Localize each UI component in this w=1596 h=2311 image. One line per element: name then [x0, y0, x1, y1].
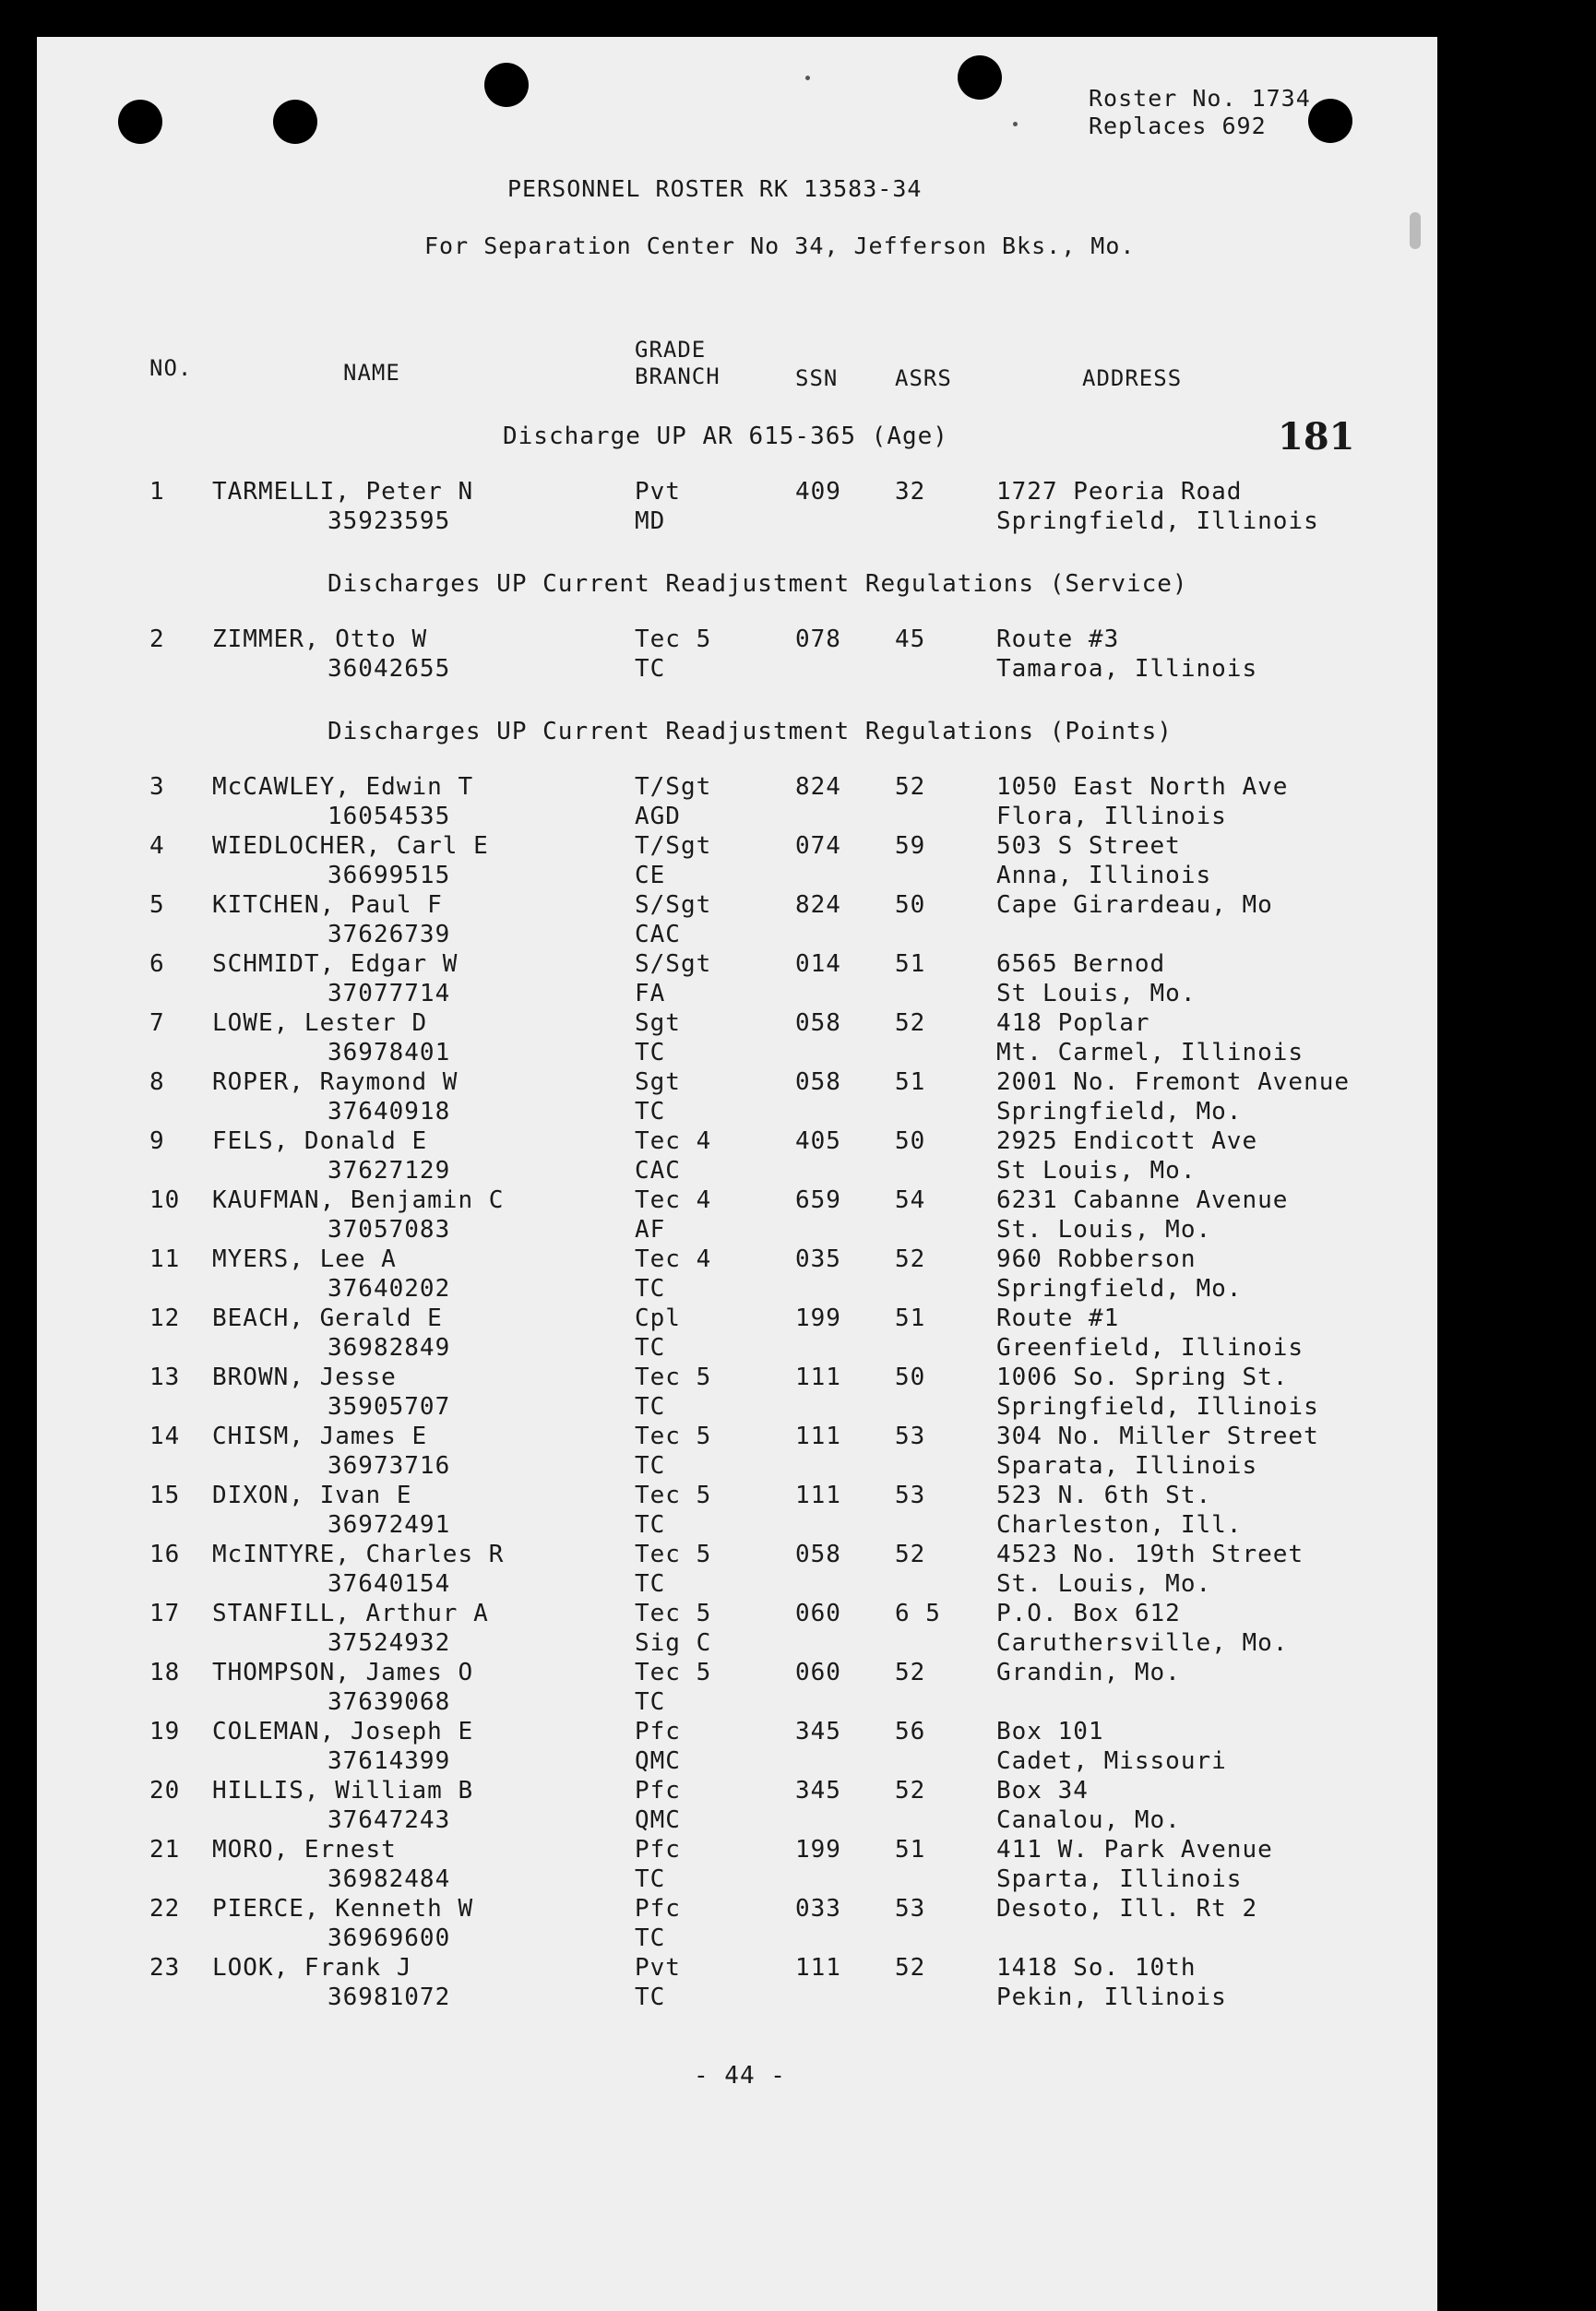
serial-number: 37640918 [328, 1098, 451, 1126]
grade: Cpl [635, 1304, 681, 1332]
ssn-code: 409 [795, 478, 841, 506]
address-line-2: Anna, Illinois [996, 862, 1212, 889]
asrs-score: 52 [895, 1245, 926, 1273]
asrs-score: 52 [895, 1777, 926, 1805]
asrs-score: 52 [895, 1954, 926, 1982]
soldier-name: TARMELLI, Peter N [212, 478, 474, 506]
address-line-2: Tamaroa, Illinois [996, 655, 1258, 683]
ssn-code: 659 [795, 1186, 841, 1214]
serial-number: 36042655 [328, 655, 451, 683]
section-heading: Discharge UP AR 615-365 (Age) [503, 423, 948, 450]
soldier-name: BEACH, Gerald E [212, 1304, 443, 1332]
address-line-1: 6231 Cabanne Avenue [996, 1186, 1289, 1214]
address-line-2: Greenfield, Illinois [996, 1334, 1304, 1362]
soldier-name: THOMPSON, James O [212, 1659, 474, 1686]
column-header-branch: BRANCH [635, 363, 721, 389]
soldier-name: DIXON, Ivan E [212, 1482, 412, 1509]
grade: Tec 4 [635, 1245, 712, 1273]
column-header-grade: GRADE [635, 337, 707, 363]
row-number: 13 [149, 1364, 181, 1391]
asrs-score: 50 [895, 891, 926, 919]
address-line-2: Springfield, Illinois [996, 1393, 1319, 1421]
row-number: 2 [149, 625, 165, 653]
branch: TC [635, 1865, 666, 1893]
grade: Pfc [635, 1836, 681, 1864]
soldier-name: COLEMAN, Joseph E [212, 1718, 474, 1745]
grade: Tec 5 [635, 1364, 712, 1391]
soldier-name: MORO, Ernest [212, 1836, 397, 1864]
address-line-2: Pekin, Illinois [996, 1983, 1227, 2011]
ssn-code: 058 [795, 1009, 841, 1037]
asrs-score: 32 [895, 478, 926, 506]
branch: TC [635, 1452, 666, 1480]
soldier-name: LOOK, Frank J [212, 1954, 412, 1982]
row-number: 23 [149, 1954, 181, 1982]
replaces-number: Replaces 692 [1089, 113, 1267, 139]
branch: TC [635, 1275, 666, 1303]
grade: S/Sgt [635, 950, 712, 978]
soldier-name: KITCHEN, Paul F [212, 891, 443, 919]
soldier-name: ZIMMER, Otto W [212, 625, 428, 653]
column-header-asrs: ASRS [895, 365, 952, 391]
row-number: 5 [149, 891, 165, 919]
grade: T/Sgt [635, 773, 712, 801]
address-line-2: Sparata, Illinois [996, 1452, 1258, 1480]
branch: MD [635, 507, 666, 535]
serial-number: 36981072 [328, 1983, 451, 2011]
address-line-2: St. Louis, Mo. [996, 1570, 1212, 1598]
stamped-number: 181 [1278, 415, 1355, 459]
asrs-score: 53 [895, 1423, 926, 1450]
address-line-1: 1727 Peoria Road [996, 478, 1243, 506]
address-line-1: 411 W. Park Avenue [996, 1836, 1273, 1864]
row-number: 15 [149, 1482, 181, 1509]
branch: Sig C [635, 1629, 712, 1657]
soldier-name: McINTYRE, Charles R [212, 1541, 505, 1568]
asrs-score: 56 [895, 1718, 926, 1745]
ssn-code: 060 [795, 1600, 841, 1627]
ssn-code: 199 [795, 1836, 841, 1864]
asrs-score: 59 [895, 832, 926, 860]
section-heading: Discharges UP Current Readjustment Regulations (Service) [328, 570, 1188, 598]
grade: Tec 4 [635, 1186, 712, 1214]
branch: QMC [635, 1806, 681, 1834]
serial-number: 36978401 [328, 1039, 451, 1066]
serial-number: 16054535 [328, 803, 451, 830]
address-line-2: Springfield, Mo. [996, 1275, 1243, 1303]
address-line-1: 1050 East North Ave [996, 773, 1289, 801]
row-number: 10 [149, 1186, 181, 1214]
serial-number: 37077714 [328, 980, 451, 1007]
asrs-score: 51 [895, 1304, 926, 1332]
row-number: 9 [149, 1127, 165, 1155]
branch: TC [635, 1924, 666, 1952]
serial-number: 35905707 [328, 1393, 451, 1421]
grade: S/Sgt [635, 891, 712, 919]
ssn-code: 345 [795, 1718, 841, 1745]
asrs-score: 51 [895, 1836, 926, 1864]
grade: Tec 5 [635, 1423, 712, 1450]
asrs-score: 54 [895, 1186, 926, 1214]
asrs-score: 51 [895, 1068, 926, 1096]
edge-smudge [1410, 212, 1421, 249]
serial-number: 35923595 [328, 507, 451, 535]
address-line-1: Cape Girardeau, Mo [996, 891, 1273, 919]
branch: TC [635, 655, 666, 683]
ssn-code: 111 [795, 1954, 841, 1982]
page-number: - 44 - [694, 2062, 786, 2090]
ssn-code: 078 [795, 625, 841, 653]
address-line-1: 2925 Endicott Ave [996, 1127, 1258, 1155]
branch: CE [635, 862, 666, 889]
asrs-score: 51 [895, 950, 926, 978]
address-line-1: Desoto, Ill. Rt 2 [996, 1895, 1258, 1923]
address-line-2: St Louis, Mo. [996, 980, 1197, 1007]
address-line-1: Box 101 [996, 1718, 1104, 1745]
punch-hole-1 [118, 100, 162, 144]
branch: FA [635, 980, 666, 1007]
row-number: 11 [149, 1245, 181, 1273]
address-line-1: Route #1 [996, 1304, 1120, 1332]
address-line-2: Sparta, Illinois [996, 1865, 1243, 1893]
address-line-1: 6565 Bernod [996, 950, 1166, 978]
row-number: 8 [149, 1068, 165, 1096]
serial-number: 36973716 [328, 1452, 451, 1480]
row-number: 21 [149, 1836, 181, 1864]
grade: Tec 5 [635, 1600, 712, 1627]
soldier-name: CHISM, James E [212, 1423, 428, 1450]
grade: Sgt [635, 1068, 681, 1096]
serial-number: 37640202 [328, 1275, 451, 1303]
branch: CAC [635, 1157, 681, 1185]
ssn-code: 058 [795, 1541, 841, 1568]
ssn-code: 824 [795, 773, 841, 801]
branch: TC [635, 1393, 666, 1421]
ssn-code: 058 [795, 1068, 841, 1096]
roster-number: Roster No. 1734 [1089, 85, 1311, 112]
address-line-1: 503 S Street [996, 832, 1181, 860]
punch-hole-3 [484, 63, 529, 107]
row-number: 14 [149, 1423, 181, 1450]
branch: TC [635, 1570, 666, 1598]
grade: Tec 5 [635, 625, 712, 653]
address-line-2: St. Louis, Mo. [996, 1216, 1212, 1244]
punch-hole-2 [273, 100, 317, 144]
serial-number: 37057083 [328, 1216, 451, 1244]
asrs-score: 52 [895, 1541, 926, 1568]
address-line-2: Charleston, Ill. [996, 1511, 1243, 1539]
row-number: 6 [149, 950, 165, 978]
branch: AGD [635, 803, 681, 830]
serial-number: 36972491 [328, 1511, 451, 1539]
ssn-code: 060 [795, 1659, 841, 1686]
ssn-code: 111 [795, 1364, 841, 1391]
address-line-2: Cadet, Missouri [996, 1747, 1227, 1775]
row-number: 16 [149, 1541, 181, 1568]
roster-subtitle: For Separation Center No 34, Jefferson Bks., Mo. [424, 232, 1136, 259]
serial-number: 37524932 [328, 1629, 451, 1657]
asrs-score: 53 [895, 1482, 926, 1509]
branch: TC [635, 1983, 666, 2011]
row-number: 18 [149, 1659, 181, 1686]
ssn-code: 345 [795, 1777, 841, 1805]
column-header-name: NAME [343, 360, 400, 386]
address-line-1: 2001 No. Fremont Avenue [996, 1068, 1351, 1096]
ssn-code: 033 [795, 1895, 841, 1923]
soldier-name: WIEDLOCHER, Carl E [212, 832, 489, 860]
ssn-code: 405 [795, 1127, 841, 1155]
roster-page [37, 37, 1437, 2311]
ssn-code: 824 [795, 891, 841, 919]
grade: Sgt [635, 1009, 681, 1037]
ssn-code: 111 [795, 1482, 841, 1509]
row-number: 12 [149, 1304, 181, 1332]
roster-title: PERSONNEL ROSTER RK 13583-34 [507, 175, 923, 202]
address-line-1: 523 N. 6th St. [996, 1482, 1212, 1509]
branch: TC [635, 1511, 666, 1539]
grade: Pvt [635, 478, 681, 506]
address-line-1: Route #3 [996, 625, 1120, 653]
soldier-name: SCHMIDT, Edgar W [212, 950, 459, 978]
address-line-1: Grandin, Mo. [996, 1659, 1181, 1686]
address-line-2: Flora, Illinois [996, 803, 1227, 830]
row-number: 19 [149, 1718, 181, 1745]
column-header-address: ADDRESS [1082, 365, 1183, 391]
asrs-score: 50 [895, 1364, 926, 1391]
serial-number: 37640154 [328, 1570, 451, 1598]
soldier-name: STANFILL, Arthur A [212, 1600, 489, 1627]
punch-hole-5 [1308, 99, 1352, 143]
address-line-1: 1006 So. Spring St. [996, 1364, 1289, 1391]
serial-number: 37614399 [328, 1747, 451, 1775]
address-line-2: Caruthersville, Mo. [996, 1629, 1289, 1657]
grade: Pfc [635, 1895, 681, 1923]
soldier-name: PIERCE, Kenneth W [212, 1895, 474, 1923]
serial-number: 36699515 [328, 862, 451, 889]
branch: QMC [635, 1747, 681, 1775]
soldier-name: LOWE, Lester D [212, 1009, 428, 1037]
serial-number: 36982484 [328, 1865, 451, 1893]
branch: AF [635, 1216, 666, 1244]
branch: TC [635, 1688, 666, 1716]
grade: Tec 5 [635, 1482, 712, 1509]
soldier-name: BROWN, Jesse [212, 1364, 397, 1391]
grade: Pfc [635, 1718, 681, 1745]
asrs-score: 50 [895, 1127, 926, 1155]
asrs-score: 6 5 [895, 1600, 941, 1627]
grade: Pvt [635, 1954, 681, 1982]
grade: Pfc [635, 1777, 681, 1805]
serial-number: 37627129 [328, 1157, 451, 1185]
ssn-code: 035 [795, 1245, 841, 1273]
section-heading: Discharges UP Current Readjustment Regulations (Points) [328, 718, 1173, 745]
row-number: 22 [149, 1895, 181, 1923]
row-number: 3 [149, 773, 165, 801]
asrs-score: 52 [895, 1659, 926, 1686]
address-line-1: P.O. Box 612 [996, 1600, 1181, 1627]
row-number: 20 [149, 1777, 181, 1805]
ssn-code: 074 [795, 832, 841, 860]
branch: TC [635, 1039, 666, 1066]
address-line-1: Box 34 [996, 1777, 1089, 1805]
serial-number: 37647243 [328, 1806, 451, 1834]
asrs-score: 53 [895, 1895, 926, 1923]
branch: TC [635, 1098, 666, 1126]
punch-hole-4 [958, 55, 1002, 100]
ssn-code: 111 [795, 1423, 841, 1450]
soldier-name: FELS, Donald E [212, 1127, 428, 1155]
address-line-2: St Louis, Mo. [996, 1157, 1197, 1185]
soldier-name: MYERS, Lee A [212, 1245, 397, 1273]
address-line-1: 304 No. Miller Street [996, 1423, 1319, 1450]
grade: T/Sgt [635, 832, 712, 860]
address-line-1: 4523 No. 19th Street [996, 1541, 1304, 1568]
address-line-2: Springfield, Mo. [996, 1098, 1243, 1126]
asrs-score: 45 [895, 625, 926, 653]
asrs-score: 52 [895, 773, 926, 801]
branch: TC [635, 1334, 666, 1362]
address-line-2: Springfield, Illinois [996, 507, 1319, 535]
pin-mark [805, 76, 810, 80]
column-header-no: NO. [149, 355, 193, 381]
soldier-name: KAUFMAN, Benjamin C [212, 1186, 505, 1214]
grade: Tec 5 [635, 1541, 712, 1568]
serial-number: 36969600 [328, 1924, 451, 1952]
serial-number: 36982849 [328, 1334, 451, 1362]
asrs-score: 52 [895, 1009, 926, 1037]
ssn-code: 014 [795, 950, 841, 978]
address-line-1: 418 Poplar [996, 1009, 1150, 1037]
grade: Tec 4 [635, 1127, 712, 1155]
soldier-name: ROPER, Raymond W [212, 1068, 459, 1096]
soldier-name: McCAWLEY, Edwin T [212, 773, 474, 801]
serial-number: 37639068 [328, 1688, 451, 1716]
address-line-1: 960 Robberson [996, 1245, 1197, 1273]
row-number: 17 [149, 1600, 181, 1627]
pin-mark [1013, 122, 1018, 126]
row-number: 7 [149, 1009, 165, 1037]
address-line-2: Mt. Carmel, Illinois [996, 1039, 1304, 1066]
row-number: 1 [149, 478, 165, 506]
address-line-2: Canalou, Mo. [996, 1806, 1181, 1834]
address-line-1: 1418 So. 10th [996, 1954, 1197, 1982]
column-header-ssn: SSN [795, 365, 839, 391]
serial-number: 37626739 [328, 921, 451, 948]
row-number: 4 [149, 832, 165, 860]
grade: Tec 5 [635, 1659, 712, 1686]
ssn-code: 199 [795, 1304, 841, 1332]
soldier-name: HILLIS, William B [212, 1777, 474, 1805]
branch: CAC [635, 921, 681, 948]
